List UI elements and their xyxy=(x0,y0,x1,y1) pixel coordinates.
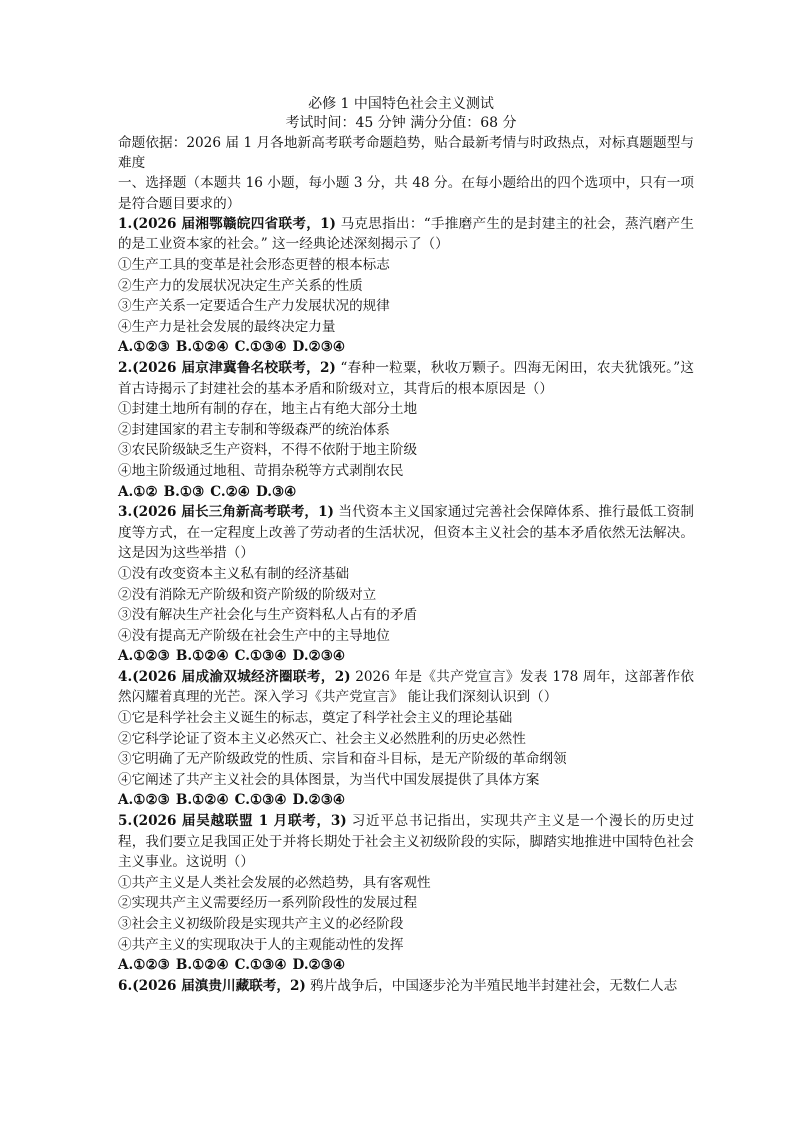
option-a: A.①②③ xyxy=(118,792,170,809)
question-number: 2. xyxy=(118,359,133,376)
question-text: “春种一粒粟，秋收万颗子。四海无闲田，农夫犹饿死。”这首古诗揭示了封建社会的基本矛盾和阶级对立，其背后的根本原因是（） xyxy=(118,359,694,397)
option-a: A.①②③ xyxy=(118,648,170,665)
option-c: C.①③④ xyxy=(234,792,287,809)
question-stem xyxy=(118,502,694,564)
question-stem xyxy=(118,214,694,255)
question-number: 5. xyxy=(118,813,133,830)
answer-options xyxy=(118,337,694,358)
statement-item: ②实现共产主义需要经历一系列阶段性的发展过程 xyxy=(118,895,418,912)
option-d: D.②③④ xyxy=(292,648,346,665)
statement-item: ③没有解决生产社会化与生产资料私人占有的矛盾 xyxy=(118,607,418,624)
question-text: 2026 年是《共产党宣言》发表 178 周年，这部著作依然闪耀着真理的光芒。深入学习《共产党宣言》 能让我们深刻认识到（） xyxy=(118,668,694,706)
option-d: D.②③④ xyxy=(292,957,346,974)
answer-options xyxy=(118,646,694,667)
statement-item: ②生产力的发展状况决定生产关系的性质 xyxy=(118,277,363,294)
exam-basis: 命题依据：2026 届 1 月各地新高考联考命题趋势，贴合最新考情与时政热点，对标真题题型与难度 xyxy=(118,135,694,172)
statement-item: ④地主阶级通过地租、苛捐杂税等方式剥削农民 xyxy=(118,462,404,479)
option-c: C.②④ xyxy=(210,483,250,500)
option-b: B.①②④ xyxy=(175,339,229,356)
statement-item: ③社会主义初级阶段是实现共产主义的必经阶段 xyxy=(118,916,404,932)
question-number: 4. xyxy=(118,668,133,685)
question-number: 3. xyxy=(118,504,133,521)
question-2 xyxy=(118,358,694,502)
statement-item: ③农民阶级缺乏生产资料，不得不依附于地主阶级 xyxy=(118,442,418,459)
statement-item: ③生产关系一定要适合生产力发展状况的规律 xyxy=(118,298,390,315)
question-number: 1. xyxy=(118,215,133,232)
statement-item: ②它科学论证了资本主义必然灭亡、社会主义必然胜利的历史必然性 xyxy=(118,730,526,747)
option-a: A.①②③ xyxy=(118,339,170,356)
option-d: D.②③④ xyxy=(292,792,346,809)
question-source: (2026 届吴越联盟 1 月联考，3) xyxy=(132,813,347,830)
question-1 xyxy=(118,214,694,358)
question-stem xyxy=(118,811,694,873)
option-a: A.①② xyxy=(118,483,158,500)
question-text: 习近平总书记指出，实现共产主义是一个漫长的历史过程，我们要立足我国正处于并将长期处于社会主义初级阶段的实际，脚踏实地推进中国特色社会主义事业。这说明（） xyxy=(118,813,695,871)
answer-options xyxy=(118,482,694,503)
option-c: C.①③④ xyxy=(234,339,287,356)
question-stem xyxy=(118,667,694,708)
option-d: D.②③④ xyxy=(292,339,346,356)
question-text: 当代资本主义国家通过完善社会保障体系、推行最低工资制度等方式，在一定程度上改善了劳动者的生活状况，但资本主义社会的基本矛盾依然无法解决。这是因为这些举措（） xyxy=(118,504,695,562)
option-c: C.①③④ xyxy=(234,957,287,974)
statement-item: ④共产主义的实现取决于人的主观能动性的发挥 xyxy=(118,936,404,953)
statement-item: ④它阐述了共产主义社会的具体图景，为当代中国发展提供了具体方案 xyxy=(118,771,540,788)
statement-item: ①生产工具的变革是社会形态更替的根本标志 xyxy=(118,257,390,273)
statement-item: ①它是科学社会主义诞生的标志，奠定了科学社会主义的理论基础 xyxy=(118,710,513,727)
answer-options xyxy=(118,955,694,976)
statement-item: ①没有改变资本主义私有制的经济基础 xyxy=(118,565,350,582)
question-4 xyxy=(118,667,694,811)
option-b: B.①②④ xyxy=(175,957,229,974)
question-source: (2026 届湘鄂赣皖四省联考，1) xyxy=(132,215,336,232)
question-source: (2026 届京津冀鲁名校联考，2) xyxy=(132,359,336,376)
question-stem xyxy=(118,976,694,997)
page-title: 必修 1 中国特色社会主义测试 xyxy=(308,96,494,112)
question-6 xyxy=(118,976,694,997)
statement-item: ②没有消除无产阶级和资产阶级的阶级对立 xyxy=(118,586,377,603)
question-text: 马克思指出：“手推磨产生的是封建主的社会，蒸汽磨产生的是工业资本家的社会。” 这一经典论述深刻揭示了（） xyxy=(118,215,695,253)
option-b: B.①②④ xyxy=(175,792,229,809)
question-number: 6. xyxy=(118,977,133,994)
question-text: 鸦片战争后，中国逐步沦为半殖民地半封建社会，无数仁人志 xyxy=(310,977,678,994)
question-3 xyxy=(118,502,694,667)
option-b: B.①③ xyxy=(163,483,205,500)
question-source: (2026 届滇贵川藏联考，2) xyxy=(132,977,306,994)
option-b: B.①②④ xyxy=(175,648,229,665)
question-source: (2026 届成渝双城经济圈联考，2) xyxy=(132,668,351,685)
question-source: (2026 届长三角新高考联考，1) xyxy=(132,504,334,521)
question-stem xyxy=(118,358,694,399)
option-d: D.③④ xyxy=(255,483,297,500)
section-heading: 一、选择题（本题共 16 小题，每小题 3 分，共 48 分。在每小题给出的四个选项中，只有一项是符合题目要求的） xyxy=(118,175,694,212)
statement-item: ①共产主义是人类社会发展的必然趋势，具有客观性 xyxy=(118,874,431,891)
option-c: C.①③④ xyxy=(234,648,287,665)
question-5 xyxy=(118,811,694,976)
statement-item: ①封建土地所有制的存在，地主占有绝大部分土地 xyxy=(118,401,418,418)
statement-item: ④生产力是社会发展的最终决定力量 xyxy=(118,318,336,335)
statement-item: ④没有提高无产阶级在社会生产中的主导地位 xyxy=(118,627,390,644)
statement-item: ③它明确了无产阶级政党的性质、宗旨和奋斗目标，是无产阶级的革命纲领 xyxy=(118,751,567,768)
answer-options xyxy=(118,790,694,811)
exam-info: 考试时间：45 分钟 满分分值：68 分 xyxy=(285,115,517,131)
statement-item: ②封建国家的君主专制和等级森严的统治体系 xyxy=(118,421,390,438)
option-a: A.①②③ xyxy=(118,957,170,974)
